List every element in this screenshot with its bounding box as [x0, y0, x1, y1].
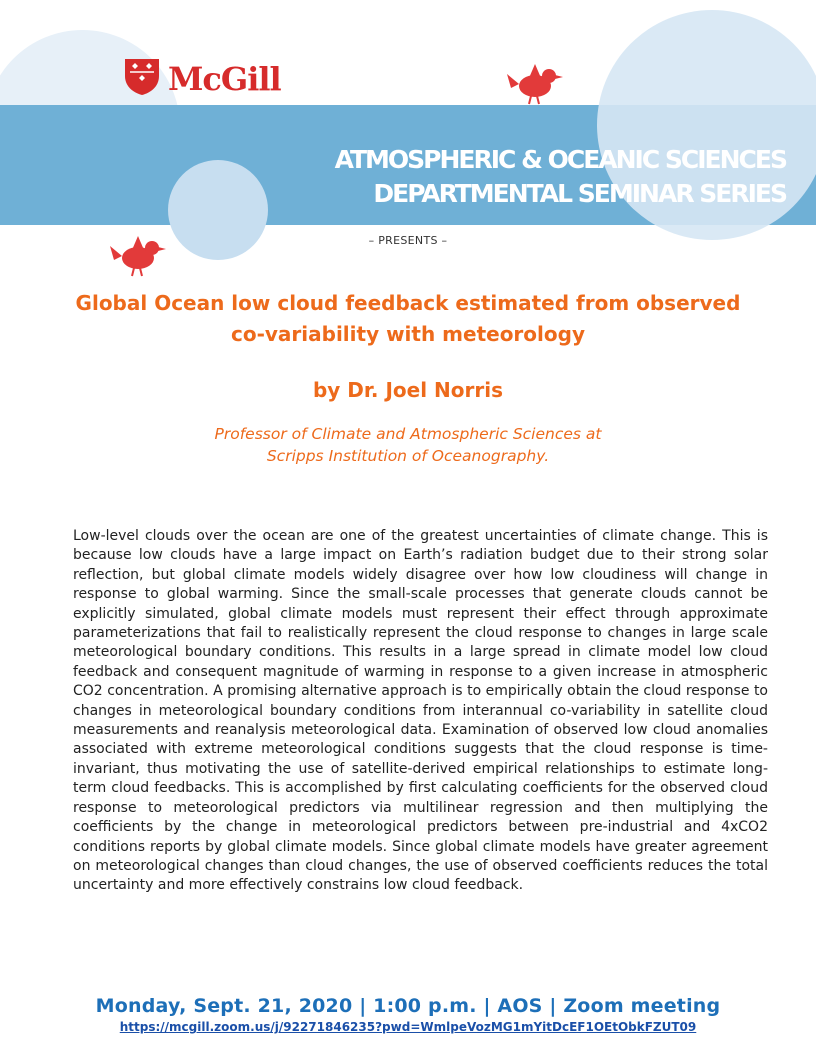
- abstract-text: Low-level clouds over the ocean are one of the greatest uncertainties of climate change. This is because low clouds have a large impact on Earth’s radiation budget due to their strong solar reflection, but global climate models widely disagree over how low cloudiness will change in response to global warming. Since the small-scale processes that generate clouds cannot be explicitly simulated, global climate models must represent their effect through approximate parameterizations that fail to realistically represent the cloud response to changes in large scale meteorological boundary conditions. This results in a large spread in climate model low cloud feedback and consequent magnitude of warming in response to a given increase in atmospheric CO2 concentration. A promising alternative approach is to empirically obtain the cloud response to changes in meteorological boundary conditions from interannual co-variability in satellite cloud measurements and reanalysis meteorological data. Examination of observed low cloud anomalies associated with extreme meteorological conditions suggests that the cloud response is time-invariant, thus motivating the use of satellite-derived empirical relationships to estimate long-term cloud feedbacks. This is accomplished by first calculating coefficients for the observed cloud response to meteorological predictors via multilinear regression and then multiplying the coefficients by the change in meteorological predictors between pre-industrial and 4xCO2 conditions reports by global climate models. Since global climate models have greater agreement on meteorological changes than cloud changes, the use of observed coefficients reduces the total uncertainty and more effectively constrains low cloud feedback.: [73, 528, 768, 894]
- event-details: Monday, Sept. 21, 2020 | 1:00 p.m. | AOS | Zoom meeting: [95, 995, 721, 1017]
- red-bird-icon: [505, 60, 565, 109]
- speaker-affiliation: [108, 423, 708, 467]
- banner-title-line2: DEPARTMENTAL SEMINAR SERIES: [373, 179, 786, 208]
- mcgill-logo-text: McGill: [168, 60, 281, 98]
- banner-title-line1: ATMOSPHERIC & OCEANIC SCIENCES: [334, 145, 786, 174]
- speaker-name: by Dr. Joel Norris: [312, 378, 504, 402]
- talk-title-line1: Global Ocean low cloud feedback estimated from observed: [75, 291, 741, 315]
- affiliation-line1: Professor of Climate and Atmospheric Sciences at: [214, 425, 602, 443]
- affiliation-line2: Scripps Institution of Oceanography.: [266, 447, 550, 465]
- mcgill-shield-icon: [122, 56, 162, 100]
- zoom-link[interactable]: https://mcgill.zoom.us/j/92271846235?pwd=WmlpeVozMG1mYitDcEF1OEtObkFZUT09: [119, 1020, 697, 1034]
- talk-title: [60, 288, 756, 350]
- talk-title-line2: co-variability with meteorology: [230, 322, 585, 346]
- presents-label: – PRESENTS –: [368, 234, 448, 247]
